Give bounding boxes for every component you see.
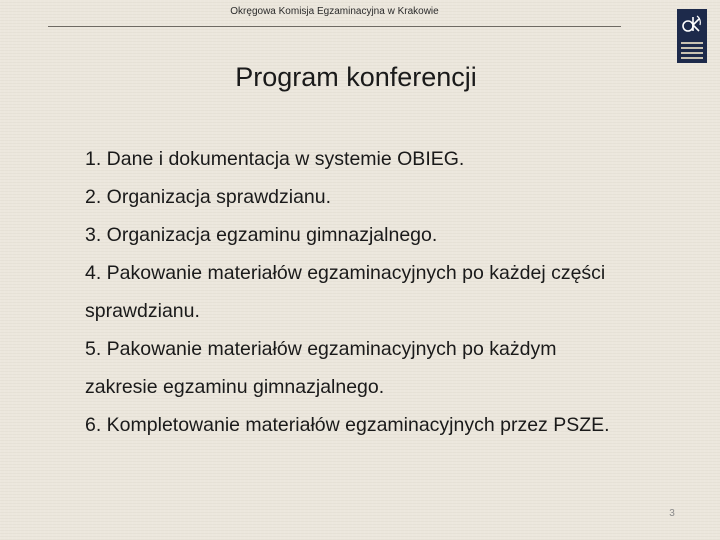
oke-logo-icon: [677, 9, 707, 63]
agenda-item-continuation: zakresie egzaminu gimnazjalnego.: [85, 376, 385, 398]
logo-mark-icon: [681, 13, 703, 35]
header-divider: [48, 26, 621, 27]
agenda-item: 6. Kompletowanie materiałów egzaminacyjnych przez PSZE.: [85, 414, 610, 436]
agenda-item: 3. Organizacja egzaminu gimnazjalnego.: [85, 224, 438, 246]
logo-text-lines: [681, 42, 703, 62]
agenda-list: [85, 140, 685, 444]
agenda-item-continuation: sprawdzianu.: [85, 300, 200, 322]
header-organization: Okręgowa Komisja Egzaminacyjna w Krakowie: [230, 6, 439, 17]
agenda-item: 1. Dane i dokumentacja w systemie OBIEG.: [85, 148, 465, 170]
agenda-item: 5. Pakowanie materiałów egzaminacyjnych po każdym: [85, 338, 557, 360]
slide-title: Program konferencji: [235, 62, 477, 93]
agenda-item: 2. Organizacja sprawdzianu.: [85, 186, 332, 208]
agenda-item: 4. Pakowanie materiałów egzaminacyjnych po każdej części: [85, 262, 606, 284]
page-number: 3: [669, 508, 675, 519]
